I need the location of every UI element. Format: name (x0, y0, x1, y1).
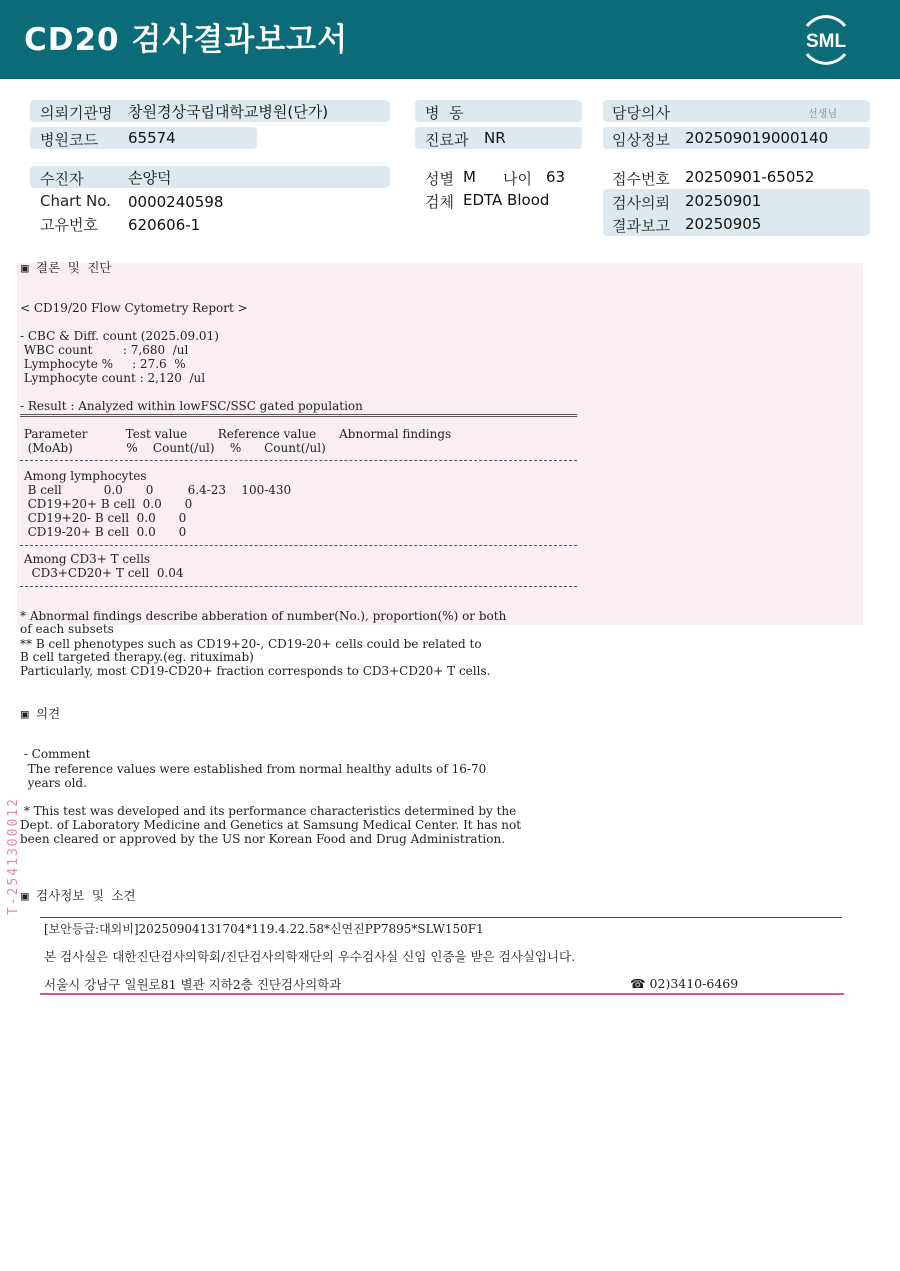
patient-value: 손양덕 (128, 169, 172, 187)
security-line: [보안등급:대외비]20250904131704*119.4.22.58*신연진PP7895*SLW150F1 (44, 922, 484, 936)
group-label: Among lymphocytes (20, 469, 147, 483)
cbc-title: - CBC & Diff. count (2025.09.01) (20, 329, 219, 343)
sex-label: 성별 (425, 170, 454, 188)
opinion-line: years old. (20, 776, 87, 790)
clinical-info-label: 임상정보 (612, 131, 670, 149)
request-date-value: 20250901 (685, 192, 762, 210)
table-row: B cell 0.0 0 6.4-23 100-430 (20, 483, 292, 497)
ward-label: 병 동 (425, 104, 464, 122)
footer-top-line (40, 917, 842, 918)
clinical-info-value: 202509019000140 (685, 129, 829, 147)
request-date-label: 검사의뢰 (612, 194, 670, 212)
report-header (0, 0, 900, 79)
doctor-suffix: 선생님 (808, 109, 837, 120)
specimen-label: 검체 (425, 193, 454, 211)
hospital-code-label: 병원코드 (40, 131, 98, 149)
specimen-value: EDTA Blood (463, 191, 550, 209)
unique-no-value: 620606-1 (128, 216, 201, 234)
opinion-line: - Comment (20, 747, 91, 761)
cbc-line: WBC count : 7,680 /ul (20, 343, 189, 357)
note-line: of each subsets (20, 622, 114, 636)
table-header: Parameter Test value Reference value Abnormal findings (20, 427, 452, 441)
report-date-value: 20250905 (685, 215, 762, 233)
chart-no-label: Chart No. (40, 192, 111, 210)
institution-label: 의뢰기관명 (40, 104, 113, 122)
unique-no-label: 고유번호 (40, 216, 98, 234)
hospital-code-value: 65574 (128, 129, 176, 147)
cbc-line: Lymphocyte count : 2,120 /ul (20, 371, 206, 385)
logo-text: SML (805, 31, 847, 52)
table-header: (MoAb) % Count(/ul) % Count(/ul) (20, 441, 326, 455)
sml-logo-icon (797, 12, 855, 68)
patient-pill (30, 166, 390, 188)
table-bottom-rule (20, 586, 577, 587)
table-group-rule (20, 545, 577, 546)
doctor-label: 담당의사 (612, 104, 670, 122)
table-top-rule (20, 414, 577, 417)
opinion-title: ▣ 의견 (21, 706, 61, 721)
receipt-no-label: 접수번호 (612, 170, 670, 188)
note-line: * Abnormal findings describe abberation of number(No.), proportion(%) or both (20, 609, 507, 623)
result-title: - Result : Analyzed within lowFSC/SSC gated population (20, 399, 363, 413)
age-label: 나이 (503, 170, 532, 188)
report-date-label: 결과보고 (612, 217, 670, 235)
address-line: 서울시 강남구 일원로81 별관 지하2층 진단검사의학과 (44, 977, 342, 992)
note-line: B cell targeted therapy.(eg. rituximab) (20, 650, 254, 664)
certification-line: 본 검사실은 대한진단검사의학회/진단검사의학재단의 우수검사실 신임 인증을 받은 검사실입니다. (44, 949, 576, 964)
opinion-line: Dept. of Laboratory Medicine and Genetics at Samsung Medical Center. It has not (20, 818, 522, 832)
group-label: Among CD3+ T cells (20, 552, 151, 566)
patient-label: 수진자 (40, 170, 84, 188)
sex-value: M (463, 168, 476, 186)
table-row: CD3+CD20+ T cell 0.04 (20, 566, 184, 580)
table-row: CD19+20- B cell 0.0 0 (20, 511, 187, 525)
age-value: 63 (546, 168, 566, 186)
chart-no-value: 0000240598 (128, 193, 224, 211)
note-line: ** B cell phenotypes such as CD19+20-, CD19-20+ cells could be related to (20, 637, 482, 651)
receipt-no-value: 20250901-65052 (685, 168, 815, 186)
opinion-line: been cleared or approved by the US nor Korean Food and Drug Administration. (20, 832, 506, 846)
table-header-rule (20, 460, 577, 461)
institution-value: 창원경상국립대학교병원(단가) (128, 103, 329, 121)
report-heading: < CD19/20 Flow Cytometry Report > (20, 301, 248, 315)
test-info-title: ▣ 검사정보 및 소견 (21, 888, 136, 903)
footer-accent-line (40, 993, 844, 995)
opinion-line: * This test was developed and its performance characteristics determined by the (20, 804, 517, 818)
page-title: CD20 검사결과보고서 (24, 22, 349, 58)
conclusion-title: ▣ 결론 및 진단 (21, 260, 112, 275)
cbc-line: Lymphocyte % : 27.6 % (20, 357, 186, 371)
phone-number: ☎ 02)3410-6469 (630, 976, 739, 991)
table-row: CD19-20+ B cell 0.0 0 (20, 525, 187, 539)
note-line: Particularly, most CD19-CD20+ fraction corresponds to CD3+CD20+ T cells. (20, 664, 491, 678)
department-label: 진료과 (425, 131, 469, 149)
table-row: CD19+20+ B cell 0.0 0 (20, 497, 193, 511)
department-value: NR (484, 129, 506, 147)
side-stamp: T-2541300012 (6, 797, 21, 915)
opinion-line: The reference values were established from normal healthy adults of 16-70 (20, 762, 487, 776)
